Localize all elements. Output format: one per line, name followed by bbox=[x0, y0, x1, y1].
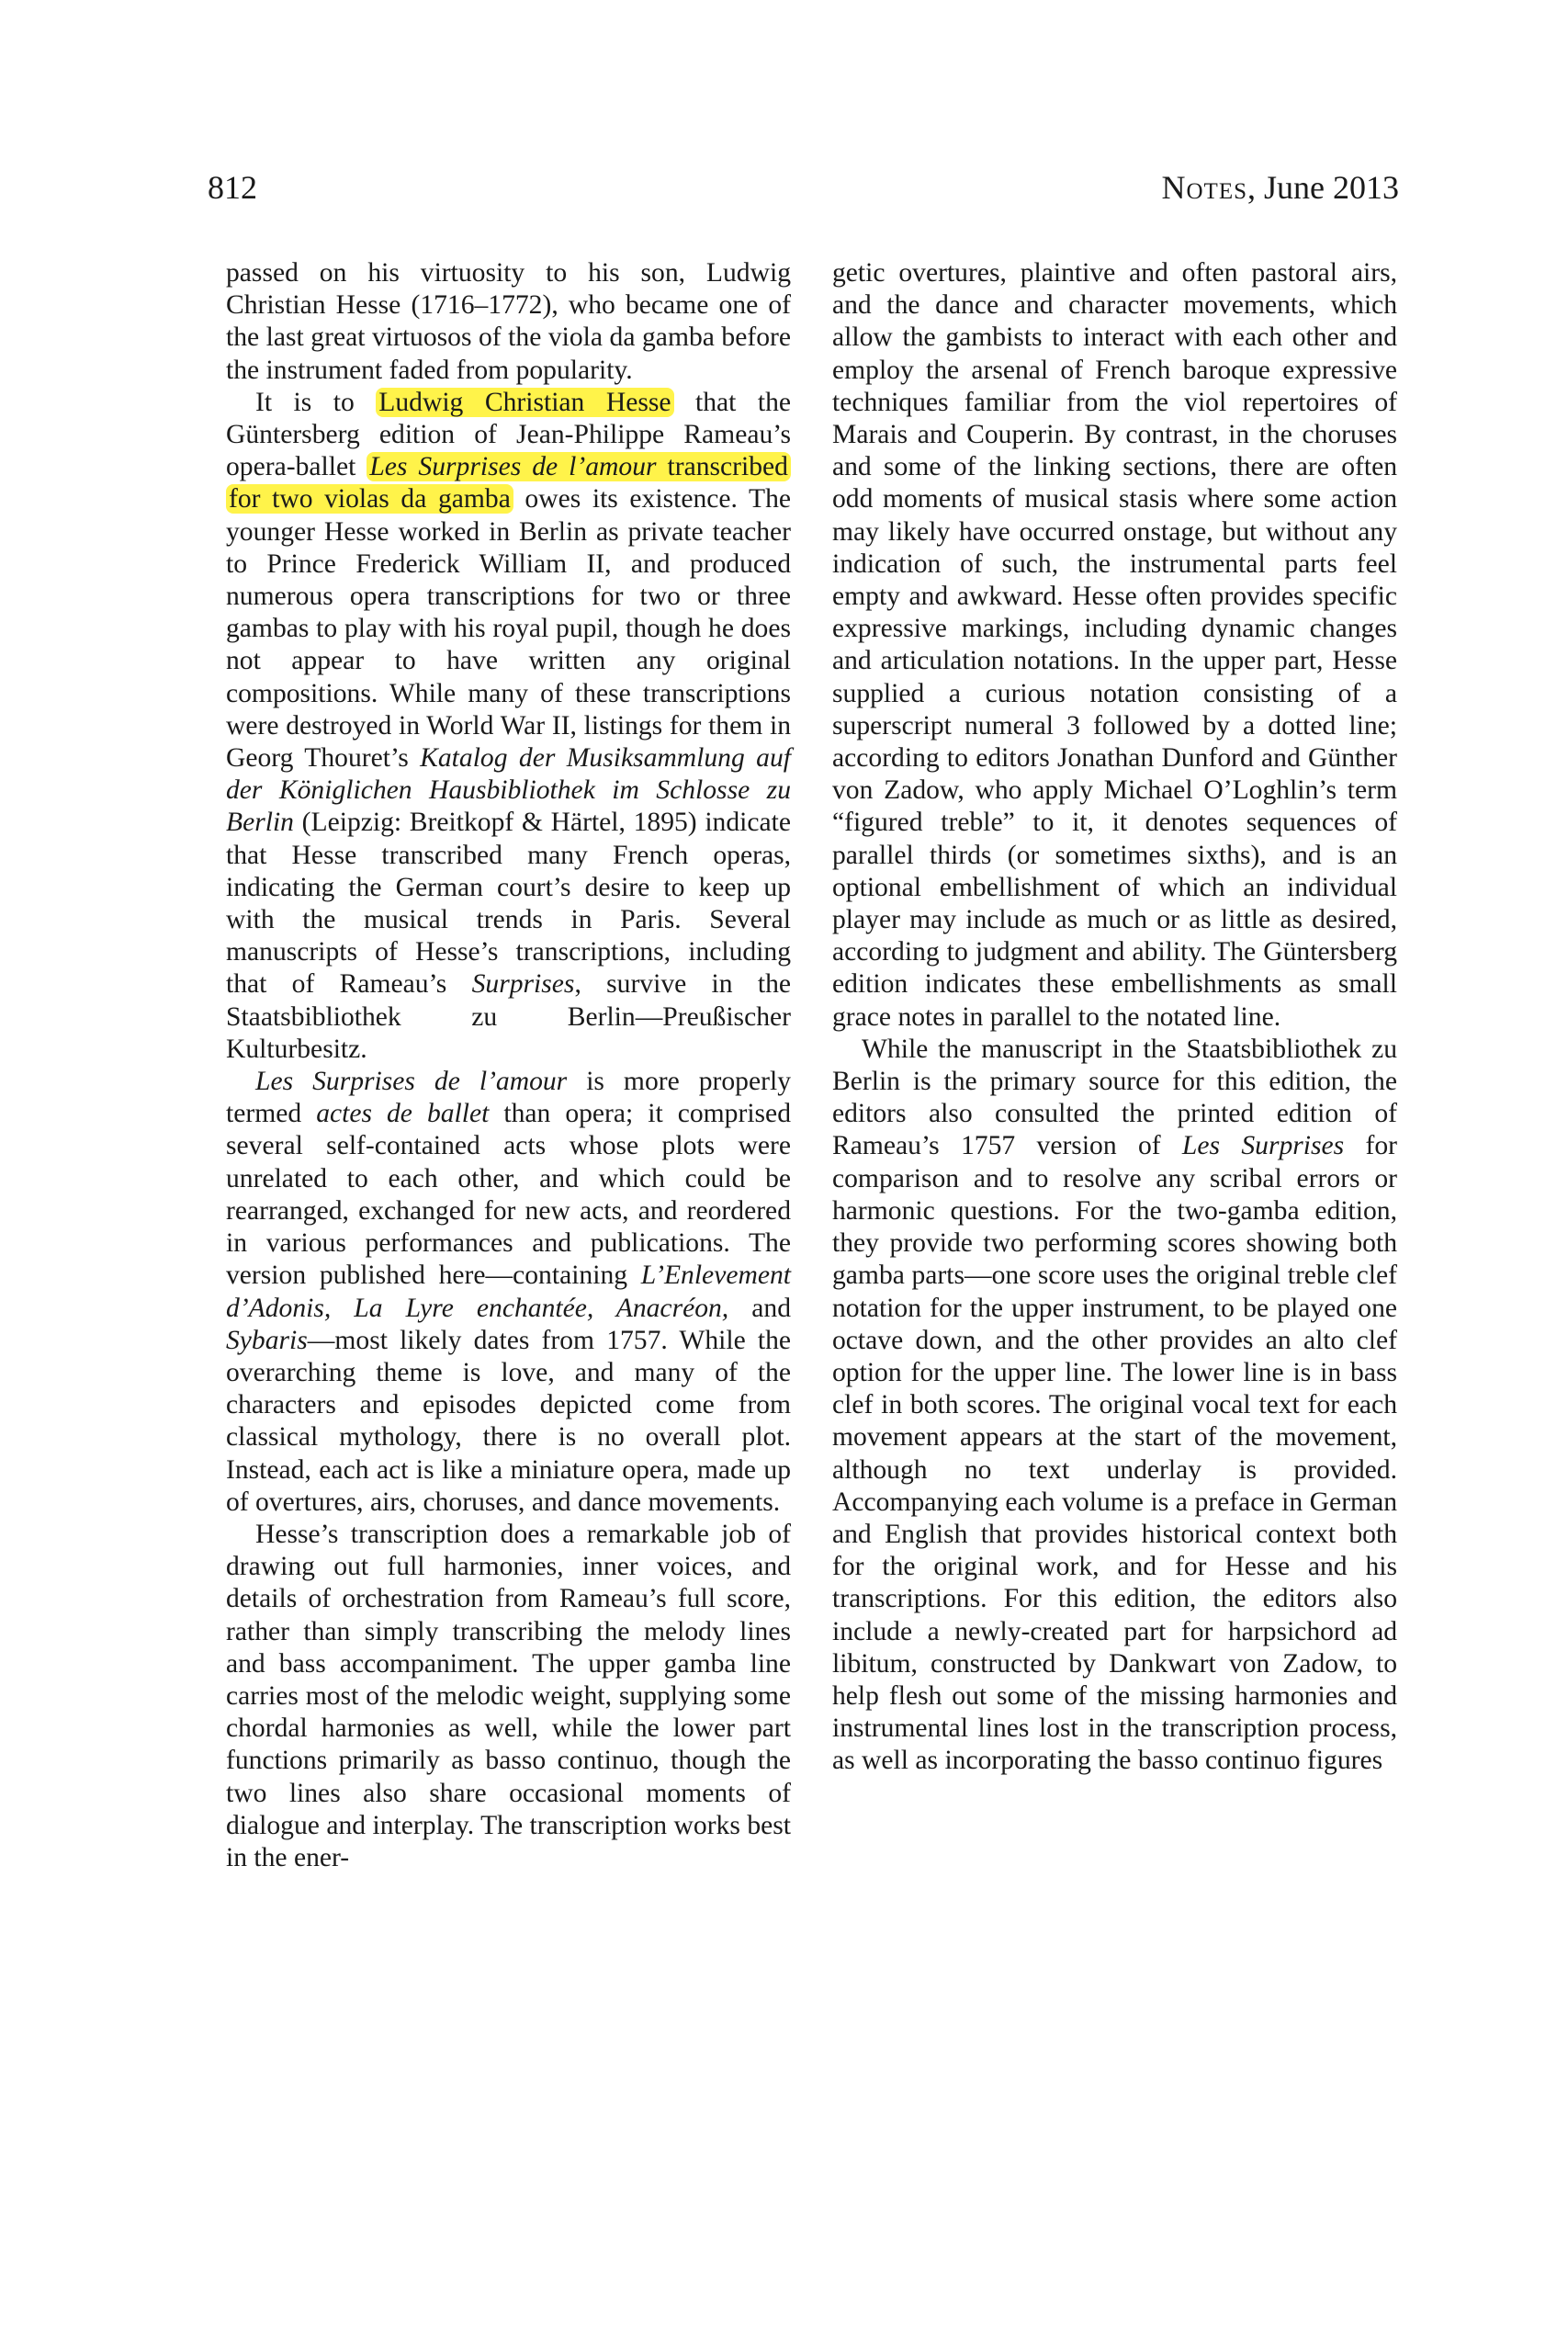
highlight-title: Les Surprises de l’amour transcribed for two violas da gamba bbox=[226, 452, 791, 514]
catalog-title: Katalog der Musiksammlung auf der Königlichen Hausbibliothek im Schlosse zu Berlin bbox=[226, 743, 792, 838]
left-column bbox=[226, 257, 791, 1874]
paragraph: Hesse’s transcription does a remarkable job of drawing out full harmonies, inner voices, and details of orchestration from Rameau’s full score, rather than simply transcribing the melody lines and bass accompaniment. The upper gamba line carries most of the melodic weight, supplying some chordal harmonies as well, while the lower part functions primarily as basso continuo, though the two lines also share occasional moments of dialogue and interplay. The transcription works best in the ener- bbox=[226, 1519, 791, 1872]
paragraph: It is to Ludwig Christian Hesse that the Güntersberg edition of Jean-Philippe Rameau’s opera-ballet Les Surprises de l’amour transcribed for two violas da gamba owes its existence. The younger Hesse worked in Berlin as private teacher to Prince Frederick William II, and produced numerous opera transcriptions for two or three gambas to play with his royal pupil, though he does not appear to have written any original compositions. While many of these transcriptions were destroyed in World War II, listings for them in Georg Thouret’s Katalog der Musiksammlung auf der Königlichen Hausbibliothek im Schlosse zu Berlin (Leipzig: Breitkopf & Härtel, 1895) indicate that Hesse transcribed many French operas, indicating the German court’s desire to keep up with the musical trends in Paris. Several manuscripts of Hesse’s transcriptions, including that of Rameau’s Surprises, survive in the Staatsbibliothek zu Berlin—Preußischer Kulturbesitz. bbox=[226, 387, 792, 1064]
paragraph: passed on his virtuosity to his son, Ludwig Christian Hesse (1716–1772), who became one of the last great virtuosos of the viola da gamba before the instrument faded from popularity. bbox=[226, 258, 791, 385]
page-number: 812 bbox=[208, 169, 257, 206]
journal-name: Notes bbox=[1161, 169, 1247, 206]
paragraph: getic overtures, plaintive and often pastoral airs, and the dance and character movements, which allow the gambists to interact with each other and employ the arsenal of French baroque expressive techniques familiar from the viol repertoires of Marais and Couperin. By contrast, in the choruses and some of the linking sections, there are often odd moments of musical stasis where some action may likely have occurred onstage, but without any indication of such, the instrumental parts feel empty and awkward. Hesse often provides specific expressive markings, including dynamic changes and articulation notations. In the upper part, Hesse supplied a curious notation consisting of a superscript numeral 3 followed by a dotted line; according to editors Jonathan Dunford and Günther von Zadow, who apply Michael O’Loghlin’s term “figured treble” to it, it denotes sequences of parallel thirds (or sometimes sixths), and is an optional embellishment of which an individual player may include as much or as little as desired, according to judgment and ability. The Güntersberg edition indicates these embellishments as small grace notes in parallel to the notated line. bbox=[832, 258, 1397, 1032]
page-header bbox=[208, 165, 1399, 209]
issue-date: , June 2013 bbox=[1247, 169, 1399, 206]
highlight-name: Ludwig Christian Hesse bbox=[376, 388, 673, 417]
paragraph: Les Surprises de l’amour is more properly termed actes de ballet than opera; it comprised several self-contained acts whose plots were unrelated to each other, and which could be rearranged, exchanged for new acts, and reordered in various performances and publications. The version published here—containing L’Enlevement d’Adonis, La Lyre enchantée, Anacréon, and Sybaris—most likely dates from 1757. While the overarching theme is love, and many of the characters and episodes depicted come from classical mythology, there is no overall plot. Instead, each act is like a miniature opera, made up of overtures, airs, choruses, and dance movements. bbox=[226, 1067, 791, 1517]
right-column bbox=[832, 257, 1397, 1778]
running-head bbox=[1162, 165, 1400, 209]
paragraph: While the manuscript in the Staatsbibliothek zu Berlin is the primary source for this edition, the editors also consulted the printed edition of Rameau’s 1757 version of Les Surprises for comparison and to resolve any scribal errors or harmonic questions. For the two-gamba edition, they provide two performing scores showing both gamba parts—one score uses the original treble clef notation for the upper instrument, to be played one octave down, and the other provides an alto clef option for the upper line. The lower line is in bass clef in both scores. The original vocal text for each movement appears at the start of the movement, although no text underlay is provided. Accompanying each volume is a preface in German and English that provides historical context both for the original work, and for Hesse and his transcriptions. For this edition, the editors also include a newly-created part for harpsichord ad libitum, constructed by Dankwart von Zadow, to help flesh out some of the missing harmonies and instrumental lines lost in the transcription process, as well as incorporating the basso continuo figures bbox=[832, 1034, 1397, 1776]
